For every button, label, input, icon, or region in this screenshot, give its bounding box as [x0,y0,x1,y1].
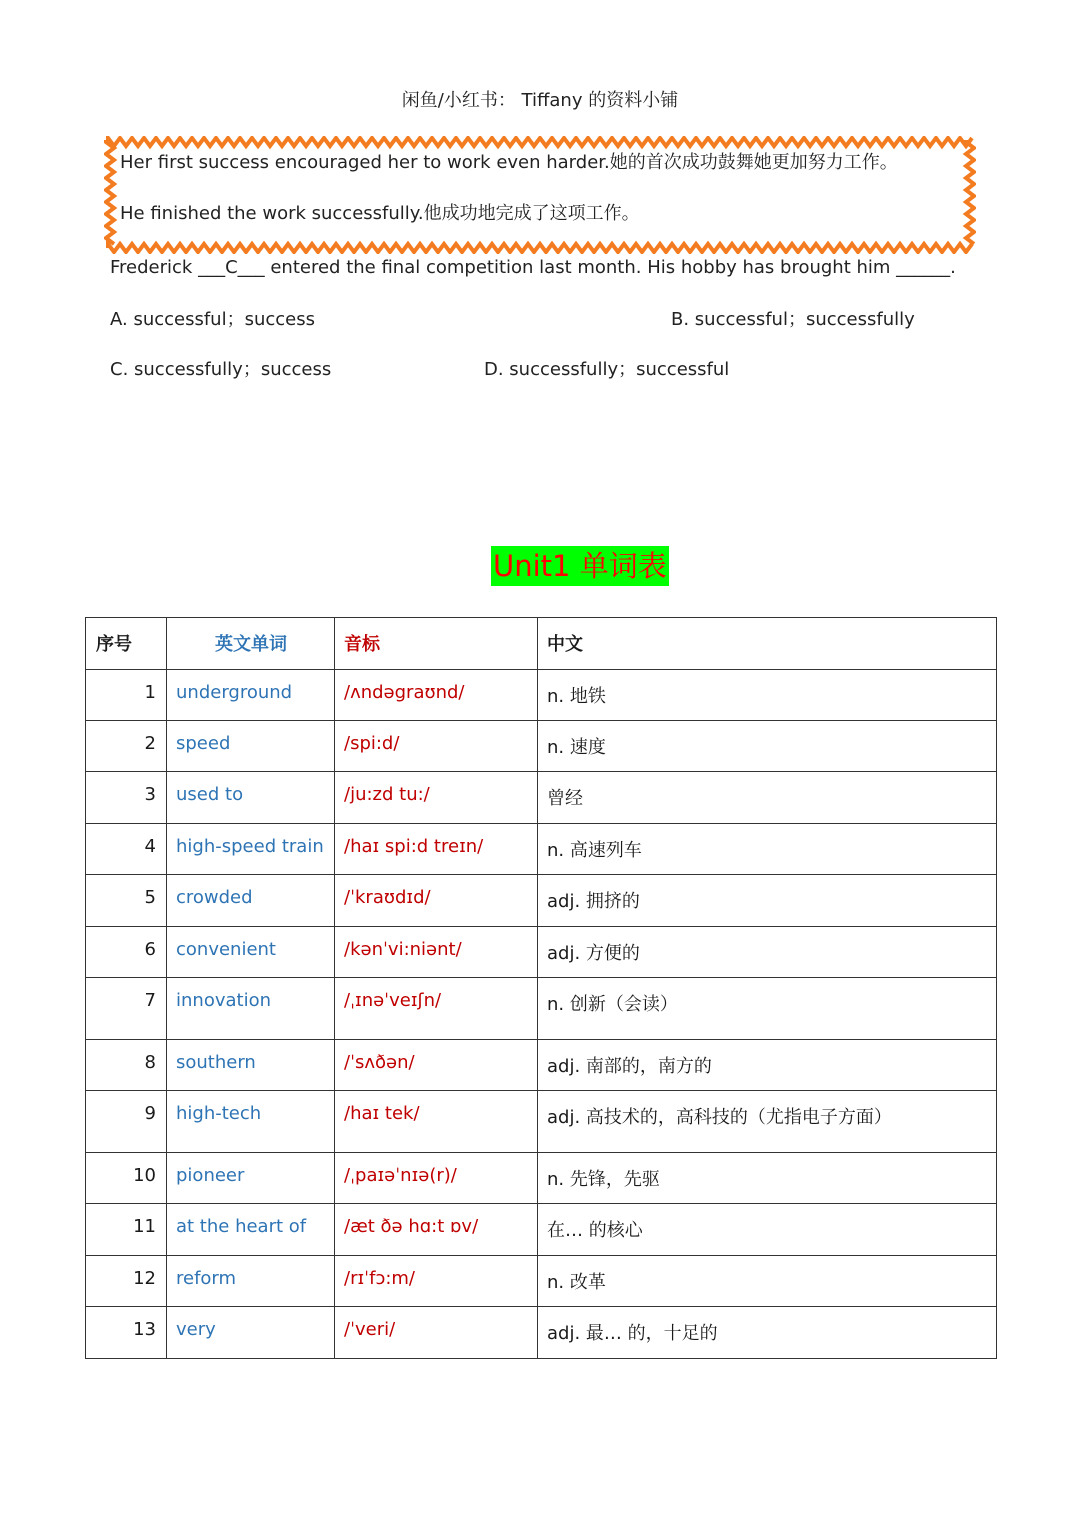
row-number: 5 [86,875,167,927]
option-d: D. successfully；successful [484,359,730,380]
row-phonetic: /ju:zd tu:/ [335,772,538,824]
row-english: pioneer [167,1153,335,1204]
row-number: 2 [86,721,167,772]
row-number: 7 [86,978,167,1040]
row-phonetic: /spi:d/ [335,721,538,772]
row-english: high-speed train [167,824,335,875]
row-english: crowded [167,875,335,927]
row-chinese: n. 地铁 [538,670,997,721]
table-row [86,1307,997,1359]
row-phonetic: /rɪˈfɔ:m/ [335,1256,538,1307]
row-number: 11 [86,1204,167,1256]
row-chinese: n. 先锋，先驱 [538,1153,997,1204]
row-number: 1 [86,670,167,721]
row-english: high-tech [167,1091,335,1153]
row-number: 8 [86,1040,167,1091]
row-phonetic: /ˈveri/ [335,1307,538,1359]
page-header: 闲鱼/小红书： Tiffany 的资料小铺 [401,90,679,111]
row-phonetic: /æt ðə hɑ:t ɒv/ [335,1204,538,1256]
row-phonetic: /haɪ spi:d treɪn/ [335,824,538,875]
row-chinese: n. 速度 [538,721,997,772]
row-chinese: 在… 的核心 [538,1204,997,1256]
row-english: reform [167,1256,335,1307]
row-chinese: adj. 拥挤的 [538,875,997,927]
example-sentence-1: Her first success encouraged her to work even harder.她的首次成功鼓舞她更加努力工作。 [120,152,898,173]
table-row [86,1204,997,1256]
row-english: convenient [167,927,335,978]
header-number: 序号 [86,618,167,670]
row-number: 6 [86,927,167,978]
row-chinese: n. 高速列车 [538,824,997,875]
row-chinese: adj. 最… 的，十足的 [538,1307,997,1359]
option-a: A. successful；success [110,309,316,330]
row-chinese: 曾经 [538,772,997,824]
row-number: 4 [86,824,167,875]
row-chinese: adj. 方便的 [538,927,997,978]
row-english: used to [167,772,335,824]
table-row [86,772,997,824]
table-row [86,1153,997,1204]
row-number: 3 [86,772,167,824]
row-english: innovation [167,978,335,1040]
table-row [86,978,997,1040]
table-row [86,1091,997,1153]
option-c: C. successfully；success [110,359,332,380]
row-english: speed [167,721,335,772]
row-chinese: n. 改革 [538,1256,997,1307]
row-english: at the heart of [167,1204,335,1256]
row-number: 9 [86,1091,167,1153]
example-sentence-2: He finished the work successfully.他成功地完成了这项工作。 [120,203,640,224]
row-phonetic: /ˌpaɪəˈnɪə(r)/ [335,1153,538,1204]
table-row [86,1040,997,1091]
header-phonetic: 音标 [335,618,538,670]
table-row [86,824,997,875]
row-phonetic: /kənˈvi:niənt/ [335,927,538,978]
vocab-title: Unit1 单词表 [491,546,669,586]
row-phonetic: /ˌɪnəˈveɪʃn/ [335,978,538,1040]
row-phonetic: /haɪ tek/ [335,1091,538,1153]
table-header-row [86,618,997,670]
table-row [86,927,997,978]
option-b: B. successful；successfully [671,309,915,330]
row-chinese: adj. 南部的，南方的 [538,1040,997,1091]
question-stem: Frederick ___C___ entered the final competition last month. His hobby has brought him ______. [110,257,956,278]
header-chinese: 中文 [538,618,997,670]
table-row [86,1256,997,1307]
row-number: 13 [86,1307,167,1359]
table-row [86,721,997,772]
row-english: very [167,1307,335,1359]
table-row [86,875,997,927]
row-phonetic: /ˈkraʊdɪd/ [335,875,538,927]
row-chinese: adj. 高技术的，高科技的（尤指电子方面） [538,1091,997,1153]
row-phonetic: /ˈsʌðən/ [335,1040,538,1091]
vocab-table [85,617,997,1359]
row-chinese: n. 创新（会读） [538,978,997,1040]
row-english: underground [167,670,335,721]
row-phonetic: /ʌndəgraʊnd/ [335,670,538,721]
table-row [86,670,997,721]
row-number: 12 [86,1256,167,1307]
example-box [104,136,976,254]
row-number: 10 [86,1153,167,1204]
row-english: southern [167,1040,335,1091]
header-english: 英文单词 [167,618,335,670]
